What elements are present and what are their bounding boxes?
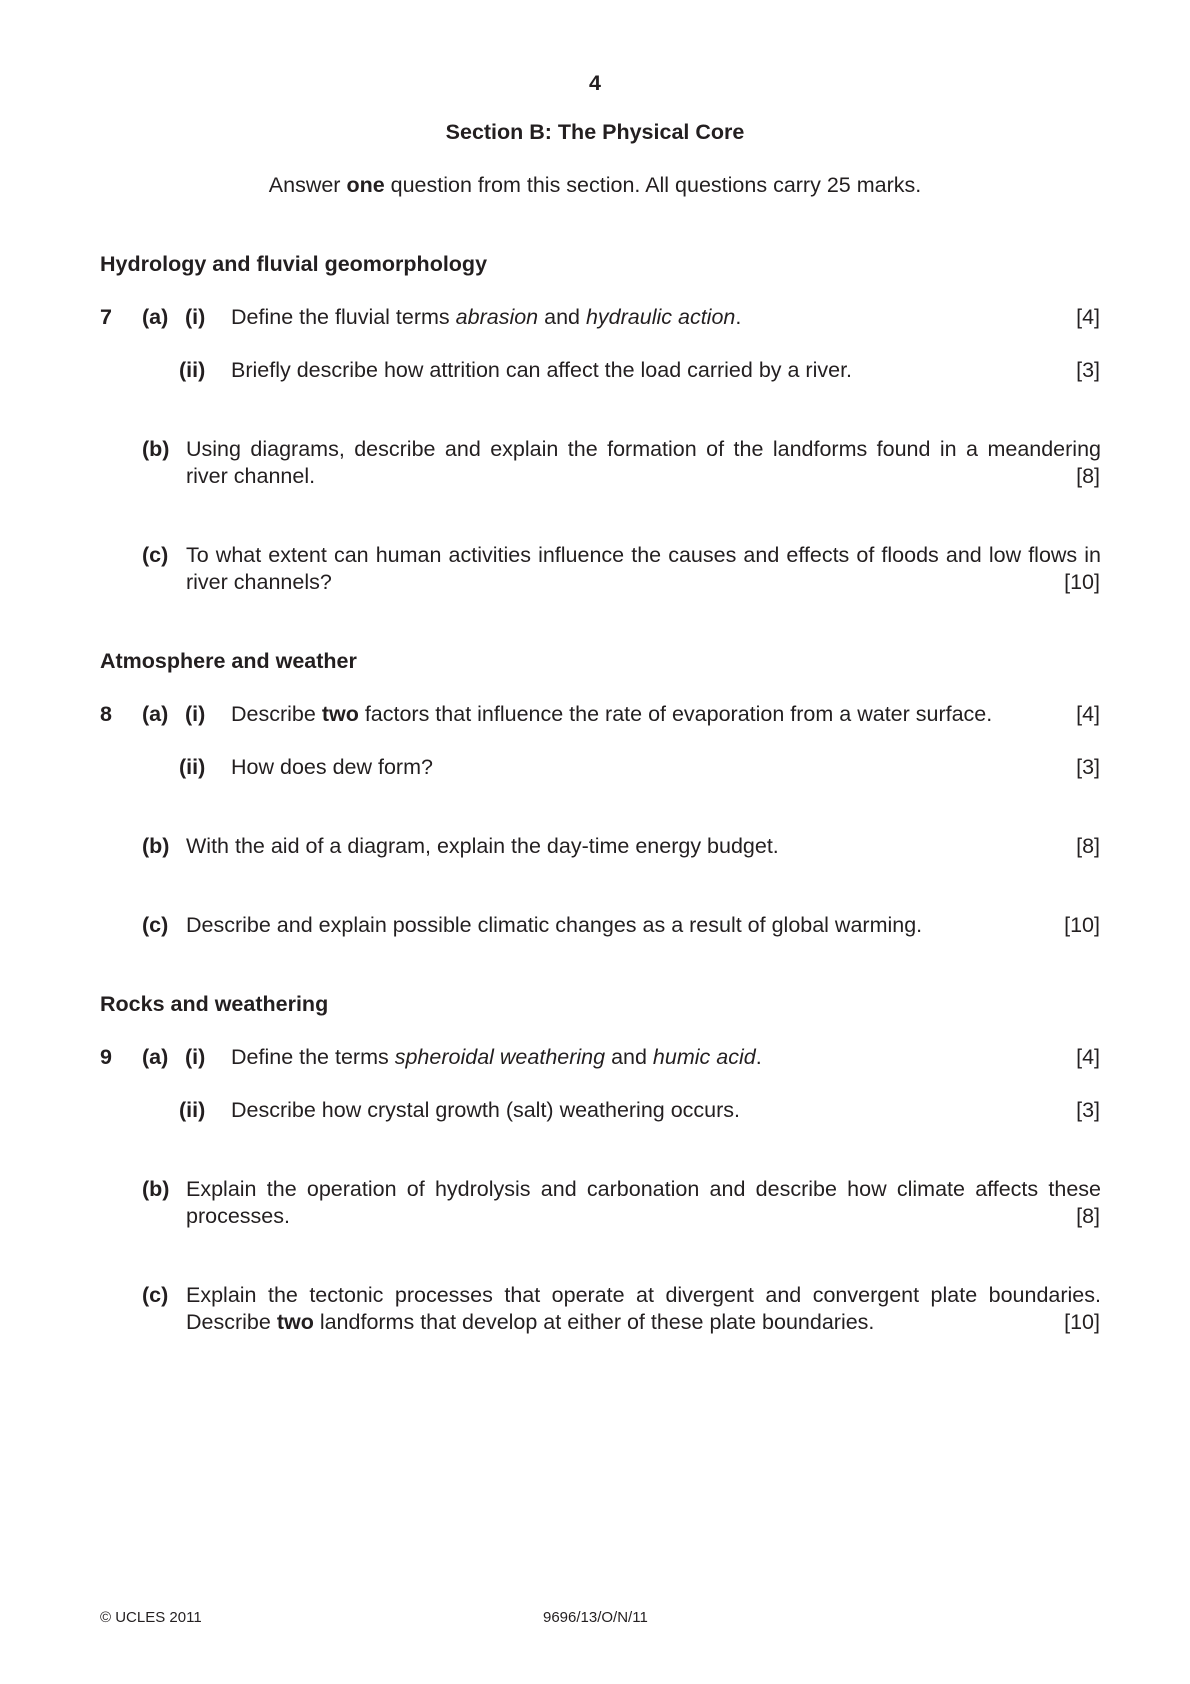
text-run: . xyxy=(755,1045,762,1069)
section-instructions xyxy=(0,172,1190,199)
subpart-label: (ii) xyxy=(179,1098,206,1122)
marks-allocation: [8] xyxy=(1076,464,1100,488)
text-run: factors that influence the rate of evaporation from a water surface. xyxy=(358,702,993,726)
term-bold: two xyxy=(276,1310,314,1334)
text-run: landforms that develop at either of these plate boundaries. xyxy=(313,1310,875,1334)
question-text: Using diagrams, describe and explain the formation of the landforms found in a meandering river channel. xyxy=(186,437,1101,488)
marks-allocation: [3] xyxy=(1076,1098,1100,1122)
text-run: Define the fluvial terms xyxy=(231,305,456,329)
question-text: Explain the tectonic processes that operate at divergent and convergent plate boundaries. xyxy=(186,1283,1101,1307)
question-text: Describe how crystal growth (salt) weathering occurs. xyxy=(231,1098,741,1122)
term-italic: abrasion xyxy=(455,305,539,329)
instructions-suffix: question from this section. All questions carry 25 marks. xyxy=(384,173,922,197)
question-number: 7 xyxy=(100,305,112,329)
page-number: 4 xyxy=(589,71,601,95)
topic-heading-atmosphere: Atmosphere and weather xyxy=(100,649,357,673)
question-text: To what extent can human activities influence the causes and effects of floods and low flows in river channels? xyxy=(186,543,1101,594)
question-number: 8 xyxy=(100,702,112,726)
part-label: (a) xyxy=(142,702,169,726)
topic-heading-rocks: Rocks and weathering xyxy=(100,992,329,1016)
subpart-label: (i) xyxy=(185,1045,206,1069)
topic-heading-hydrology: Hydrology and fluvial geomorphology xyxy=(100,252,488,276)
marks-allocation: [8] xyxy=(1076,1204,1100,1228)
instructions-emphasis: one xyxy=(346,173,385,197)
text-run: . xyxy=(735,305,742,329)
text-run: Describe xyxy=(231,702,322,726)
question-text: Explain the operation of hydrolysis and carbonation and describe how climate affects these processes. xyxy=(186,1177,1101,1228)
term-italic: hydraulic action xyxy=(585,305,736,329)
subpart-label: (i) xyxy=(185,702,206,726)
question-text: How does dew form? xyxy=(231,755,433,779)
text-run: and xyxy=(605,1045,653,1069)
text-run: Describe xyxy=(186,1310,277,1334)
question-text: Briefly describe how attrition can affect the load carried by a river. xyxy=(231,358,853,382)
question-text xyxy=(231,701,1091,728)
marks-allocation: [4] xyxy=(1076,1045,1100,1069)
subpart-label: (ii) xyxy=(179,755,206,779)
footer-paper-code: 9696/13/O/N/11 xyxy=(543,1609,648,1626)
marks-allocation: [4] xyxy=(1076,702,1100,726)
instructions-prefix: Answer xyxy=(268,173,347,197)
question-number: 9 xyxy=(100,1045,112,1069)
question-text xyxy=(186,1309,1101,1336)
question-text xyxy=(231,1044,1091,1071)
marks-allocation: [3] xyxy=(1076,358,1100,382)
part-label: (b) xyxy=(142,437,170,461)
part-label: (a) xyxy=(142,1045,169,1069)
part-label: (b) xyxy=(142,834,170,858)
question-text: With the aid of a diagram, explain the day-time energy budget. xyxy=(186,834,779,858)
marks-allocation: [10] xyxy=(1064,570,1100,594)
marks-allocation: [10] xyxy=(1064,1310,1100,1334)
section-title: Section B: The Physical Core xyxy=(445,120,745,144)
part-label: (c) xyxy=(142,913,169,937)
part-label: (c) xyxy=(142,543,169,567)
subpart-label: (i) xyxy=(185,305,206,329)
marks-allocation: [3] xyxy=(1076,755,1100,779)
marks-allocation: [8] xyxy=(1076,834,1100,858)
term-italic: spheroidal weathering xyxy=(394,1045,606,1069)
footer-copyright: © UCLES 2011 xyxy=(100,1609,202,1626)
text-run: and xyxy=(538,305,586,329)
part-label: (a) xyxy=(142,305,169,329)
part-label: (c) xyxy=(142,1283,169,1307)
marks-allocation: [10] xyxy=(1064,913,1100,937)
text-run: Define the terms xyxy=(231,1045,395,1069)
term-bold: two xyxy=(321,702,359,726)
part-label: (b) xyxy=(142,1177,170,1201)
subpart-label: (ii) xyxy=(179,358,206,382)
term-italic: humic acid xyxy=(652,1045,756,1069)
question-text: Describe and explain possible climatic changes as a result of global warming. xyxy=(186,913,923,937)
question-text xyxy=(231,304,1091,331)
marks-allocation: [4] xyxy=(1076,305,1100,329)
